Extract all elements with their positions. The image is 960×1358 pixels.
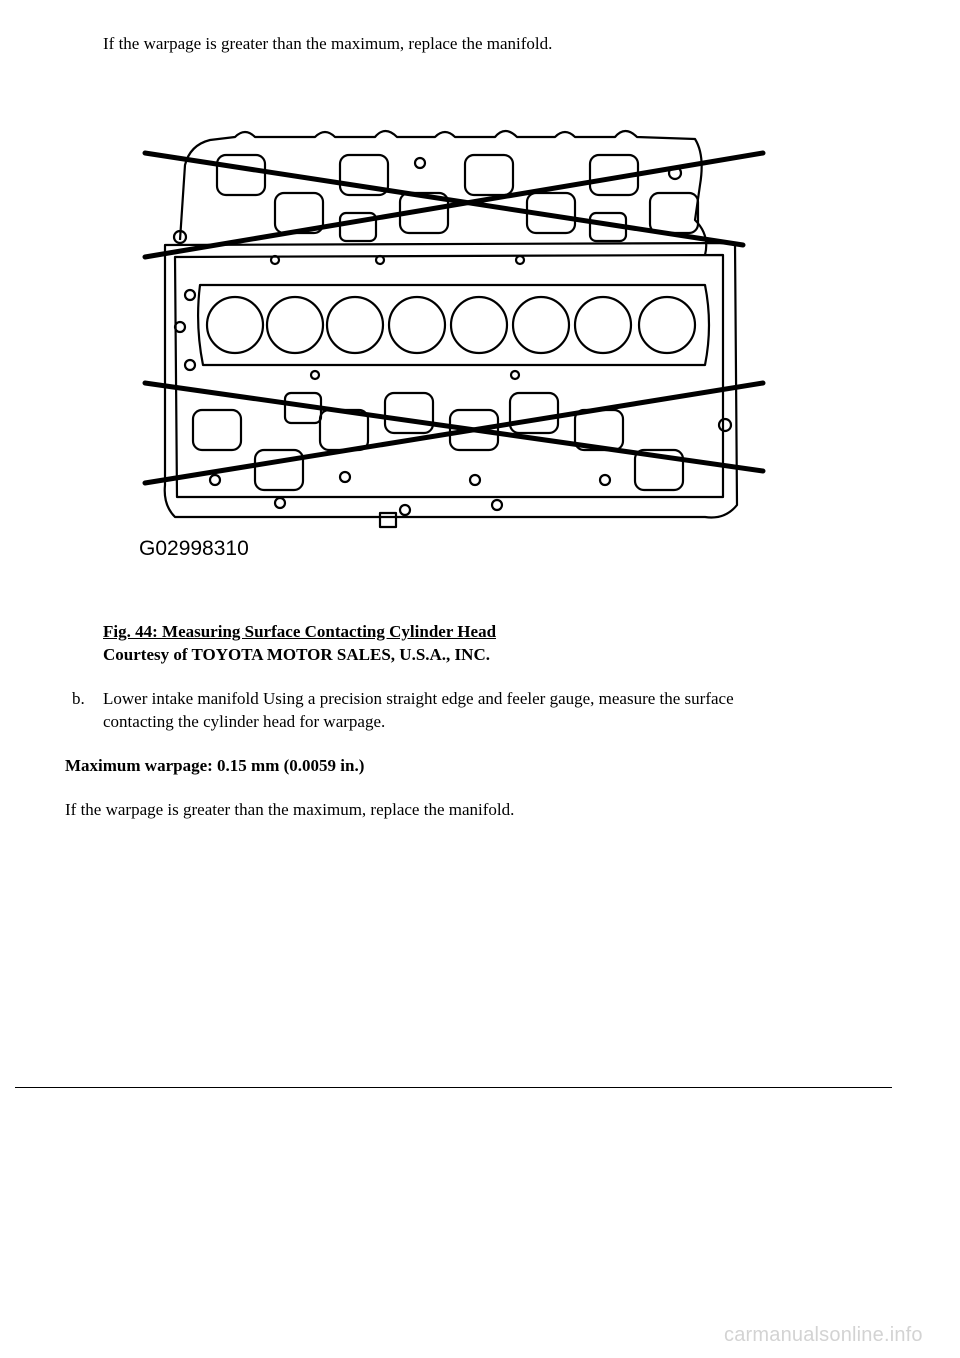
manifold-gasket-figure (135, 125, 775, 565)
straight-edge-lines (145, 153, 763, 483)
step-marker: b. (72, 689, 85, 708)
cylinder-bores (198, 285, 709, 365)
lower-ports (193, 393, 683, 527)
figure-courtesy: Courtesy of TOYOTA MOTOR SALES, U.S.A., INC. (103, 645, 490, 664)
max-warpage-spec: Maximum warpage: 0.15 mm (0.0059 in.) (65, 756, 365, 775)
step-text-line2: contacting the cylinder head for warpage. (103, 712, 386, 731)
figure-code: G02998310 (139, 537, 249, 560)
warpage-note-bottom: If the warpage is greater than the maximum, replace the manifold. (65, 800, 515, 819)
figure-caption[interactable]: Fig. 44: Measuring Surface Contacting Cylinder Head (103, 622, 497, 641)
watermark: carmanualsonline.info (724, 1324, 923, 1346)
step-text-line1: Lower intake manifold Using a precision straight edge and feeler gauge, measure the surface (103, 689, 734, 708)
warpage-note-top: If the warpage is greater than the maximum, replace the manifold. (103, 34, 553, 53)
page-divider (15, 1087, 892, 1088)
